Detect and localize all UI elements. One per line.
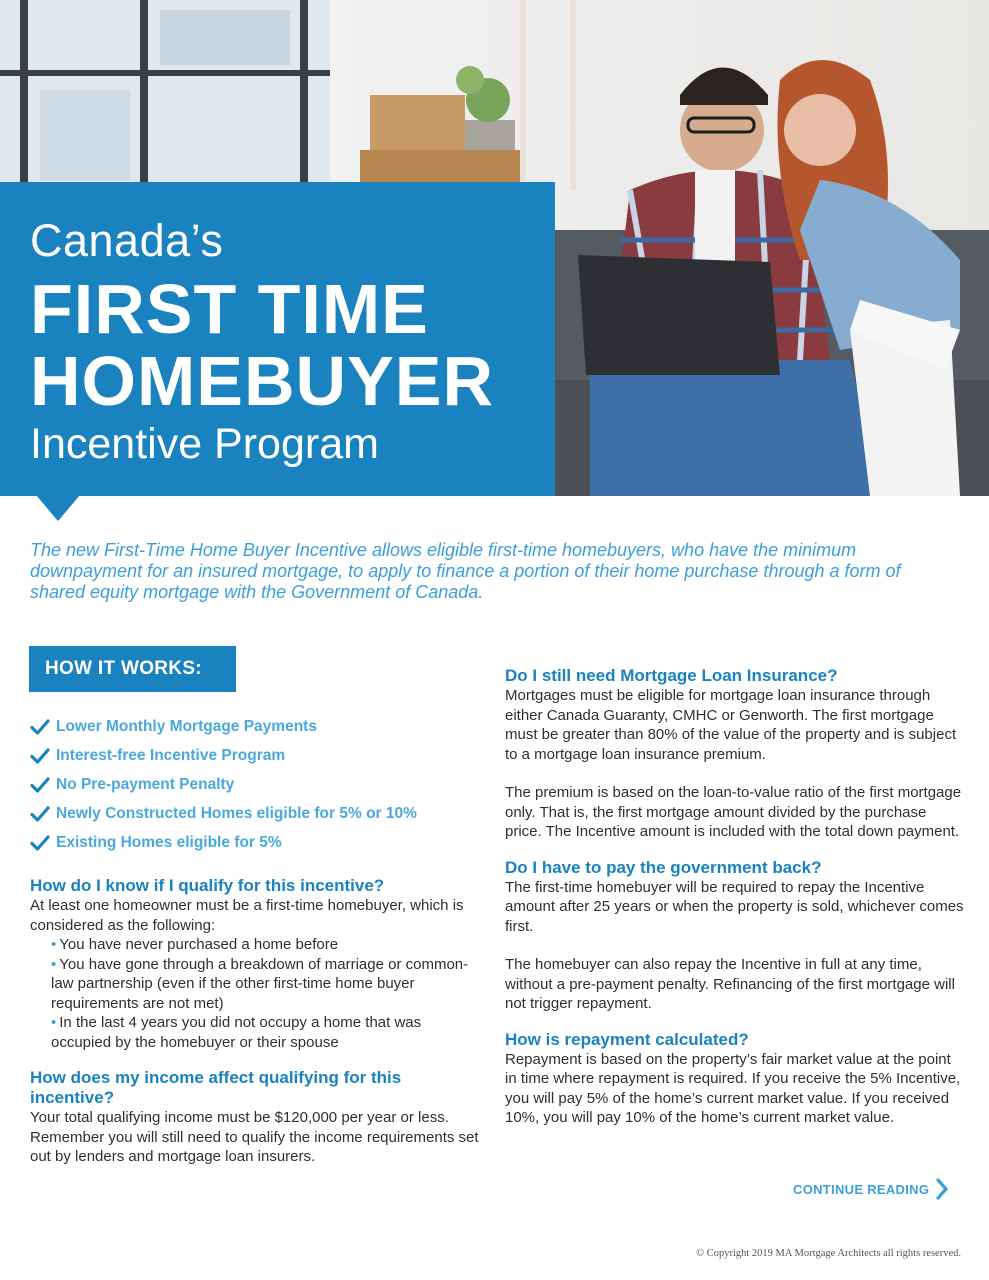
faq-answer: The homebuyer can also repay the Incentive in full at any time, without a pre-payment penalty. Refinancing of the first mortgage will not trigger repayment.: [505, 956, 955, 1012]
faq-pay-back: [505, 858, 965, 1014]
hero-banner: [0, 0, 989, 496]
faq-question: Do I have to pay the government back?: [505, 857, 822, 877]
list-item: • You have never purchased a home before: [51, 936, 339, 953]
title-line-incentive-program: Incentive Program: [30, 420, 379, 468]
faq-repayment: [505, 1030, 965, 1128]
qualify-criteria-list: [30, 935, 485, 1052]
checklist-item: [30, 712, 417, 741]
benefits-checklist: [30, 712, 417, 857]
checkmark-icon: [30, 747, 50, 765]
how-it-works-heading: HOW IT WORKS:: [29, 646, 236, 692]
title-line-first-time: FIRST TIME: [30, 270, 429, 348]
checklist-item-label: No Pre-payment Penalty: [56, 775, 235, 793]
bullet-icon: •: [51, 1014, 57, 1031]
bullet-icon: •: [51, 936, 57, 953]
intro-paragraph: The new First-Time Home Buyer Incentive allows eligible first-time homebuyers, who have the minimum downpayment for an insured mortgage, to apply to finance a portion of their home purchase through a form of shared equity mortgage with the Government of Canada.: [30, 540, 901, 602]
faq-question: How is repayment calculated?: [505, 1029, 749, 1049]
checklist-item-label: Newly Constructed Homes eligible for 5% or 10%: [56, 804, 417, 822]
left-column: [30, 876, 485, 1183]
checkmark-icon: [30, 834, 50, 852]
checklist-item-label: Interest-free Incentive Program: [56, 746, 286, 764]
copyright-notice: © Copyright 2019 MA Mortgage Architects all rights reserved.: [696, 1248, 961, 1259]
checklist-item: [30, 828, 417, 857]
faq-answer: At least one homeowner must be a first-time homebuyer, which is considered as the following:: [30, 897, 464, 934]
checklist-item: [30, 799, 417, 828]
faq-answer: Your total qualifying income must be $120,000 per year or less. Remember you will still need to qualify the income requirements set out by lenders and mortgage loan insurers.: [30, 1109, 479, 1165]
faq-question: How do I know if I qualify for this incentive?: [30, 876, 385, 895]
checkmark-icon: [30, 805, 50, 823]
checklist-item: [30, 741, 417, 770]
chevron-right-icon: [935, 1178, 949, 1200]
faq-income: [30, 1068, 485, 1167]
faq-answer: Mortgages must be eligible for mortgage loan insurance through either Canada Guaranty, CMHC or Genworth. The first mortgage must be greater than 80% of the value of the property and is subject to a mortgage loan insurance premium.: [505, 687, 957, 763]
title-panel: [0, 182, 555, 496]
bullet-icon: •: [51, 955, 57, 973]
faq-question: How does my income affect qualifying for this incentive?: [30, 1068, 402, 1107]
right-column: [505, 666, 965, 1144]
title-line-canada: Canada’s: [30, 215, 224, 266]
checklist-item-label: Lower Monthly Mortgage Payments: [56, 717, 317, 735]
title-line-homebuyer: HOMEBUYER: [30, 342, 495, 420]
faq-qualify: [30, 876, 485, 1052]
checklist-item-label: Existing Homes eligible for 5%: [56, 833, 282, 851]
faq-answer: Repayment is based on the property’s fair market value at the point in time where repayment is required. If you receive the 5% Incentive, you will pay 5% of the home’s current market value. If you received 10%, you will pay 10% of the home’s current market value.: [505, 1050, 961, 1126]
checklist-item: [30, 770, 417, 799]
continue-reading-label: CONTINUE READING: [793, 1181, 930, 1197]
faq-answer: The first-time homebuyer will be required to repay the Incentive amount after 25 years or when the property is sold, whichever comes first.: [505, 878, 964, 935]
checkmark-icon: [30, 718, 50, 736]
list-item: • In the last 4 years you did not occupy a home that was occupied by the homebuyer or their spouse: [51, 1014, 422, 1051]
title-pointer-arrow: [36, 495, 80, 521]
list-item: • You have gone through a breakdown of marriage or common-law partnership (even if the other first-time home buyer requirements are not met): [51, 955, 469, 1012]
faq-question: Do I still need Mortgage Loan Insurance?: [505, 666, 838, 685]
faq-loan-insurance: [505, 666, 965, 842]
continue-reading-link[interactable]: [793, 1178, 949, 1200]
checkmark-icon: [30, 776, 50, 794]
faq-answer: The premium is based on the loan-to-value ratio of the first mortgage only. That is, the first mortgage amount divided by the purchase price. The Incentive amount is included with the total down payment.: [505, 784, 962, 840]
